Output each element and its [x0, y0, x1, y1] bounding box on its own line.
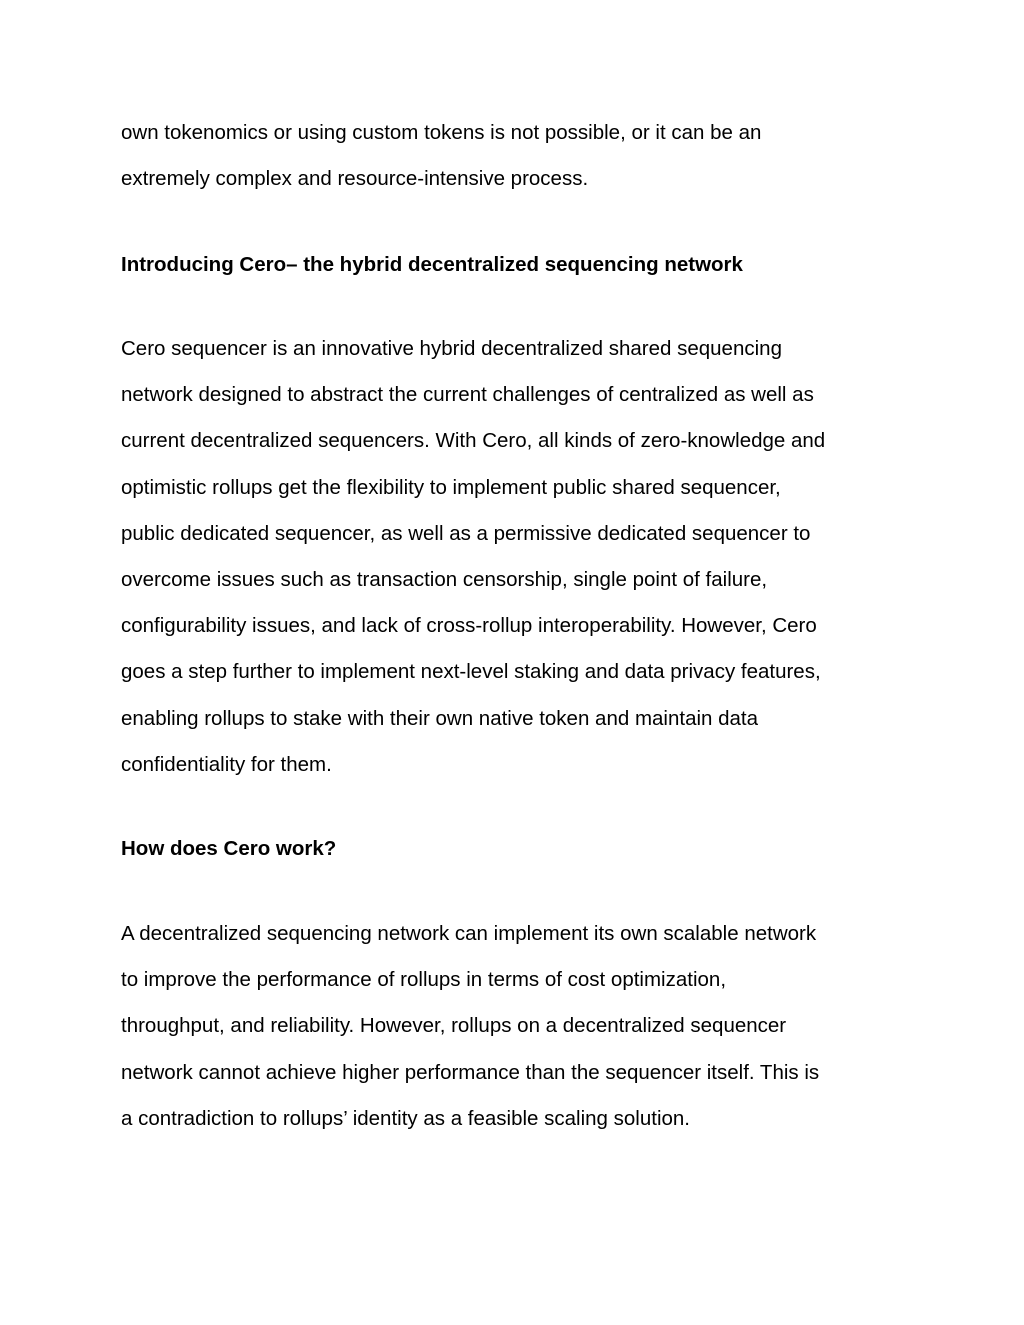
- paragraph-line: network cannot achieve higher performance than the sequencer itself. This is: [121, 1060, 820, 1084]
- paragraph-line: extremely complex and resource-intensive process.: [121, 167, 589, 191]
- paragraph-how-it-works: [121, 911, 911, 1142]
- paragraph-line: current decentralized sequencers. With Cero, all kinds of zero-knowledge and: [121, 429, 826, 453]
- paragraph-line: confidentiality for them.: [121, 752, 332, 776]
- paragraph-line: overcome issues such as transaction censorship, single point of failure,: [121, 568, 768, 592]
- paragraph-line: network designed to abstract the current challenges of centralized as well as: [121, 383, 814, 407]
- paragraph-line: public dedicated sequencer, as well as a permissive dedicated sequencer to: [121, 521, 811, 545]
- paragraph-cero-description: [121, 326, 911, 788]
- paragraph-line: optimistic rollups get the flexibility to implement public shared sequencer,: [121, 475, 781, 499]
- paragraph-line: configurability issues, and lack of cross-rollup interoperability. However, Cero: [121, 614, 817, 638]
- paragraph-line: throughput, and reliability. However, rollups on a decentralized sequencer: [121, 1014, 787, 1038]
- paragraph-intro-tail: [121, 110, 911, 202]
- paragraph-line: a contradiction to rollups’ identity as a feasible scaling solution.: [121, 1106, 691, 1130]
- paragraph-line: enabling rollups to stake with their own native token and maintain data: [121, 706, 759, 730]
- paragraph-line: A decentralized sequencing network can implement its own scalable network: [121, 922, 817, 945]
- section-heading-introducing: Introducing Cero– the hybrid decentralized sequencing network: [121, 253, 743, 276]
- paragraph-line: to improve the performance of rollups in terms of cost optimization,: [121, 968, 727, 992]
- section-heading-how: How does Cero work?: [121, 837, 337, 860]
- paragraph-line: Cero sequencer is an innovative hybrid decentralized shared sequencing: [121, 337, 782, 360]
- paragraph-line: goes a step further to implement next-level staking and data privacy features,: [121, 660, 821, 684]
- paragraph-line: own tokenomics or using custom tokens is not possible, or it can be an: [121, 121, 762, 144]
